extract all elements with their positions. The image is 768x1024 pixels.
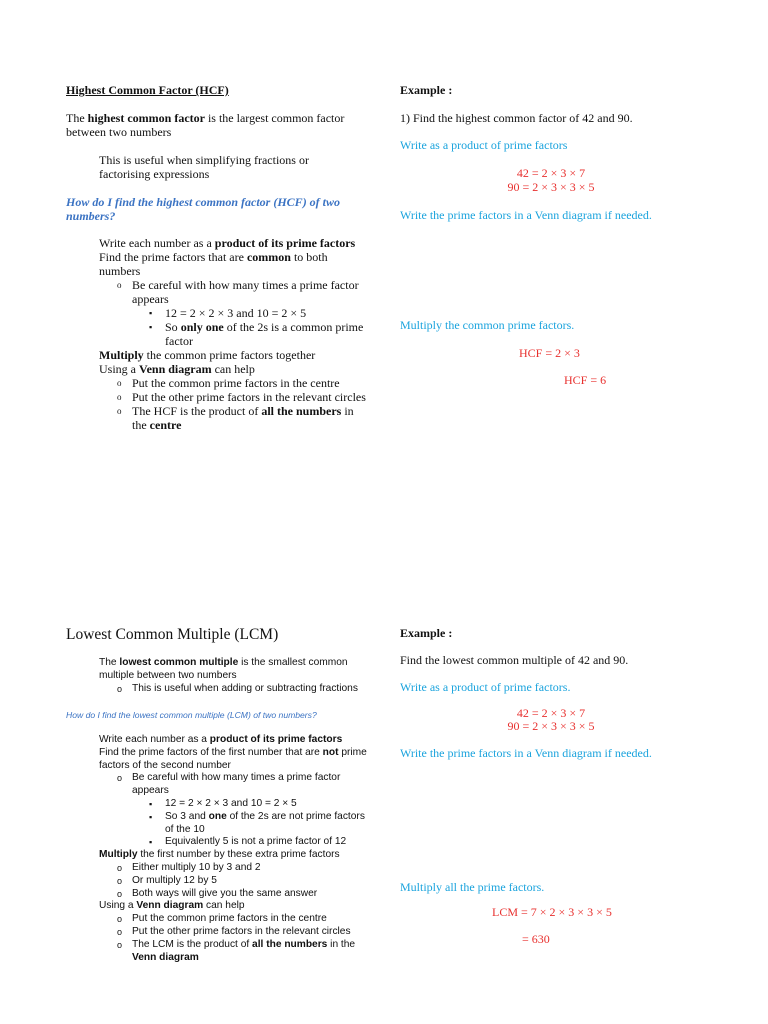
hcf-example-step3: Multiply the common prime factors. xyxy=(400,318,575,332)
hcf-venn-item: o Put the common prime factors in the centre xyxy=(132,376,371,390)
lcm-example-factor-42: 42 = 2 × 3 × 7 xyxy=(516,706,586,720)
lcm-step-venn: Using a Venn diagram can help xyxy=(99,900,245,912)
hcf-title: Highest Common Factor (HCF) xyxy=(66,83,229,97)
lcm-question: How do I find the lowest common multiple (LCM) of two numbers? xyxy=(66,710,317,720)
hcf-step-prime-factors: Write each number as a product of its prime factors xyxy=(99,236,356,250)
lcm-example-factor-90: 90 = 2 × 3 × 3 × 5 xyxy=(507,719,595,733)
lcm-example-heading: Example : xyxy=(400,626,453,640)
hcf-venn-item: o The HCF is the product of all the numbers in the centre xyxy=(132,404,371,432)
lcm-example-result-product: LCM = 7 × 2 × 3 × 3 × 5 xyxy=(492,905,612,919)
hcf-question: How do I find the highest common factor (HCF) of two numbers? xyxy=(66,195,341,223)
lcm-step-not-common: Find the prime factors of the first number that are not prime factors of the second number xyxy=(99,746,367,771)
lcm-example-step1: Write as a product of prime factors. xyxy=(400,680,571,694)
lcm-title: Lowest Common Multiple (LCM) xyxy=(66,626,279,643)
hcf-example-heading: Example : xyxy=(400,83,453,97)
hcf-example-step1: Write as a product of prime factors xyxy=(400,138,568,152)
lcm-venn-item: o The LCM is the product of all the numbers in the Venn diagram xyxy=(132,939,371,965)
lcm-useful-note xyxy=(132,683,372,696)
hcf-example-factor-42: 42 = 2 × 3 × 7 xyxy=(516,166,586,180)
lcm-step-prime-factors: Write each number as a product of its prime factors xyxy=(99,734,343,745)
hcf-useful-note: This is useful when simplifying fractions or factorising expressions xyxy=(99,153,309,181)
hcf-method xyxy=(99,236,371,432)
lcm-venn-item: o Put the other prime factors in the relevant circles xyxy=(132,926,371,939)
hcf-step-common: Find the prime factors that are common to both numbers xyxy=(99,250,328,278)
lcm-example-line: ▪ 12 = 2 × 2 × 3 and 10 = 2 × 5 xyxy=(165,798,371,811)
hcf-step-venn: Using a Venn diagram can help xyxy=(99,362,255,376)
lcm-equiv-line: ▪ Equivalently 5 is not a prime factor of 12 xyxy=(165,836,371,849)
lcm-method xyxy=(99,734,371,964)
hcf-example-result-product: HCF = 2 × 3 xyxy=(519,346,580,360)
hcf-careful-note: o Be careful with how many times a prime factor appears ▪ 12 = 2 × 2 × 3 and 10 = 2 × 5 ▪ So only one of the 2s is a common prime factor xyxy=(132,278,371,348)
lcm-example-result-value: = 630 xyxy=(522,932,550,946)
lcm-example-step3: Multiply all the prime factors. xyxy=(400,880,545,894)
lcm-step-multiply: Multiply the first number by these extra prime factors xyxy=(99,849,340,861)
lcm-useful-item: o This is useful when adding or subtracting fractions xyxy=(132,683,372,696)
hcf-so-line: ▪ So only one of the 2s is a common prime factor xyxy=(165,320,371,348)
lcm-option-item: o Either multiply 10 by 3 and 2 xyxy=(132,862,371,875)
lcm-example-step2: Write the prime factors in a Venn diagram if needed. xyxy=(400,746,652,760)
lcm-option-item: o Or multiply 12 by 5 xyxy=(132,875,371,888)
lcm-venn-item: o Put the common prime factors in the centre xyxy=(132,913,371,926)
hcf-example-step2: Write the prime factors in a Venn diagram if needed. xyxy=(400,208,652,222)
hcf-example-prompt: 1) Find the highest common factor of 42 and 90. xyxy=(400,111,633,125)
lcm-definition: The lowest common multiple is the smallest common multiple between two numbers xyxy=(99,657,348,681)
hcf-example-line: ▪ 12 = 2 × 2 × 3 and 10 = 2 × 5 xyxy=(165,306,371,320)
lcm-example-prompt: Find the lowest common multiple of 42 and 90. xyxy=(400,653,629,667)
lcm-option-item: o Both ways will give you the same answer xyxy=(132,888,371,901)
hcf-step-multiply: Multiply the common prime factors together xyxy=(99,348,316,362)
hcf-example-result-value: HCF = 6 xyxy=(564,373,607,387)
lcm-careful-note: o Be careful with how many times a prime factor appears ▪ 12 = 2 × 2 × 3 and 10 = 2 × 5 ▪ So 3 and one of the 2s are not prime factors of the 10 ▪ Equivalently 5 is not a prime factor of 12 xyxy=(132,772,371,849)
hcf-example-factor-90: 90 = 2 × 3 × 3 × 5 xyxy=(507,180,595,194)
hcf-definition: The highest common factor is the largest common factor between two numbers xyxy=(66,111,345,139)
lcm-so-line: ▪ So 3 and one of the 2s are not prime factors of the 10 xyxy=(165,811,371,837)
hcf-venn-item: o Put the other prime factors in the relevant circles xyxy=(132,390,371,404)
